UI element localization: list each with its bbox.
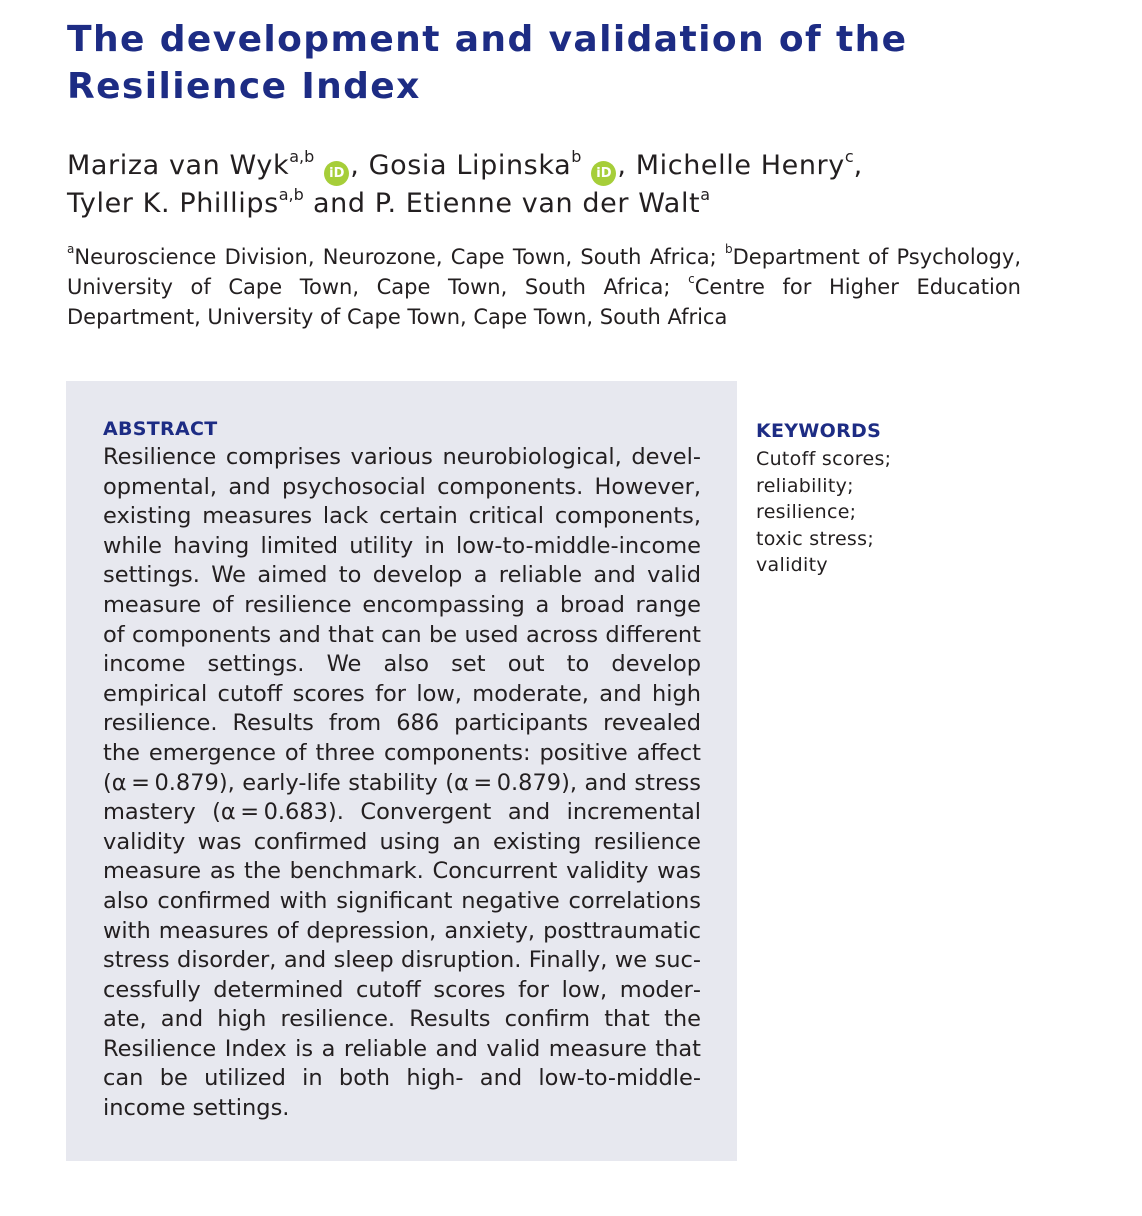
- author-list: [67, 148, 1107, 222]
- author-affiliation-mark: a,b: [278, 185, 304, 204]
- affiliations: [67, 242, 1021, 332]
- author-name: Gosia Lipinska: [368, 150, 572, 181]
- author-affiliation-mark: a: [700, 185, 711, 204]
- author-affiliation-mark: a,b: [289, 147, 315, 166]
- affiliation-mark: c: [688, 272, 695, 286]
- author-separator: ,: [853, 150, 863, 181]
- keywords-heading: KEYWORDS: [756, 420, 882, 442]
- abstract-text: Resilience comprises various neurobiological, developmental, and psychosocial components. However, existing measures lack certain critical components, while having limited utility in low-to-middle-income settings. We aimed to develop a reliable and valid measure of resilience encompassing a broad range of components and that can be used across different income settings. We also set out to develop empirical cutoff scores for low, moderate, and high resilience. Results from 686 participants revealed the emergence of three components: positive affect (α = 0.879), early-life stability (α = 0.879), and stress mastery (α = 0.683). Convergent and incremental validity was confirmed using an existing resilience measure as the benchmark. Concurrent validity was also confirmed with significant negative correlations with measures of depression, anxiety, posttraumatic stress disorder, and sleep disruption. Finally, we successfully determined cutoff scores for low, moderate, and high resilience. Results confirm that the Resilience Index is a reliable and valid measure that can be utilized in both high- and low-to-middle-income settings.: [103, 444, 701, 1122]
- keywords-list: [756, 446, 956, 579]
- author-separator: and: [303, 188, 375, 219]
- author-separator: ,: [350, 150, 369, 181]
- affiliation-mark: a: [67, 242, 75, 256]
- keyword-item: validity: [756, 554, 828, 576]
- affiliation-text: Department of Psychology, University of Cape Town, Cape Town, South Africa;: [67, 245, 1021, 299]
- orcid-icon[interactable]: iD: [324, 161, 349, 186]
- affiliation-text: Neuroscience Division, Neurozone, Cape Town, South Africa;: [74, 245, 725, 269]
- author-separator: ,: [617, 150, 636, 181]
- author-name: Michelle Henry: [635, 150, 845, 181]
- article-title: The development and validation of the Resilience Index: [67, 19, 908, 107]
- orcid-icon[interactable]: iD: [591, 161, 616, 186]
- keyword-item: Cutoff scores;: [756, 448, 892, 470]
- affiliation-mark: b: [725, 242, 733, 256]
- author-name: Mariza van Wyk: [67, 150, 290, 181]
- author-affiliation-mark: c: [844, 147, 854, 166]
- author-affiliation-mark: b: [571, 147, 582, 166]
- author-name: Tyler K. Phillips: [67, 188, 279, 219]
- keyword-item: reliability;: [756, 474, 854, 497]
- affiliation-text: Centre for Higher Education Department, University of Cape Town, Cape Town, South Africa: [67, 275, 1021, 329]
- abstract-box: [66, 381, 737, 1161]
- keyword-item: toxic stress;: [756, 527, 875, 550]
- keyword-item: resilience;: [756, 501, 857, 523]
- abstract-heading: ABSTRACT: [103, 418, 218, 440]
- author-name: P. Etienne van der Walt: [374, 188, 701, 219]
- keywords-section: [756, 419, 956, 579]
